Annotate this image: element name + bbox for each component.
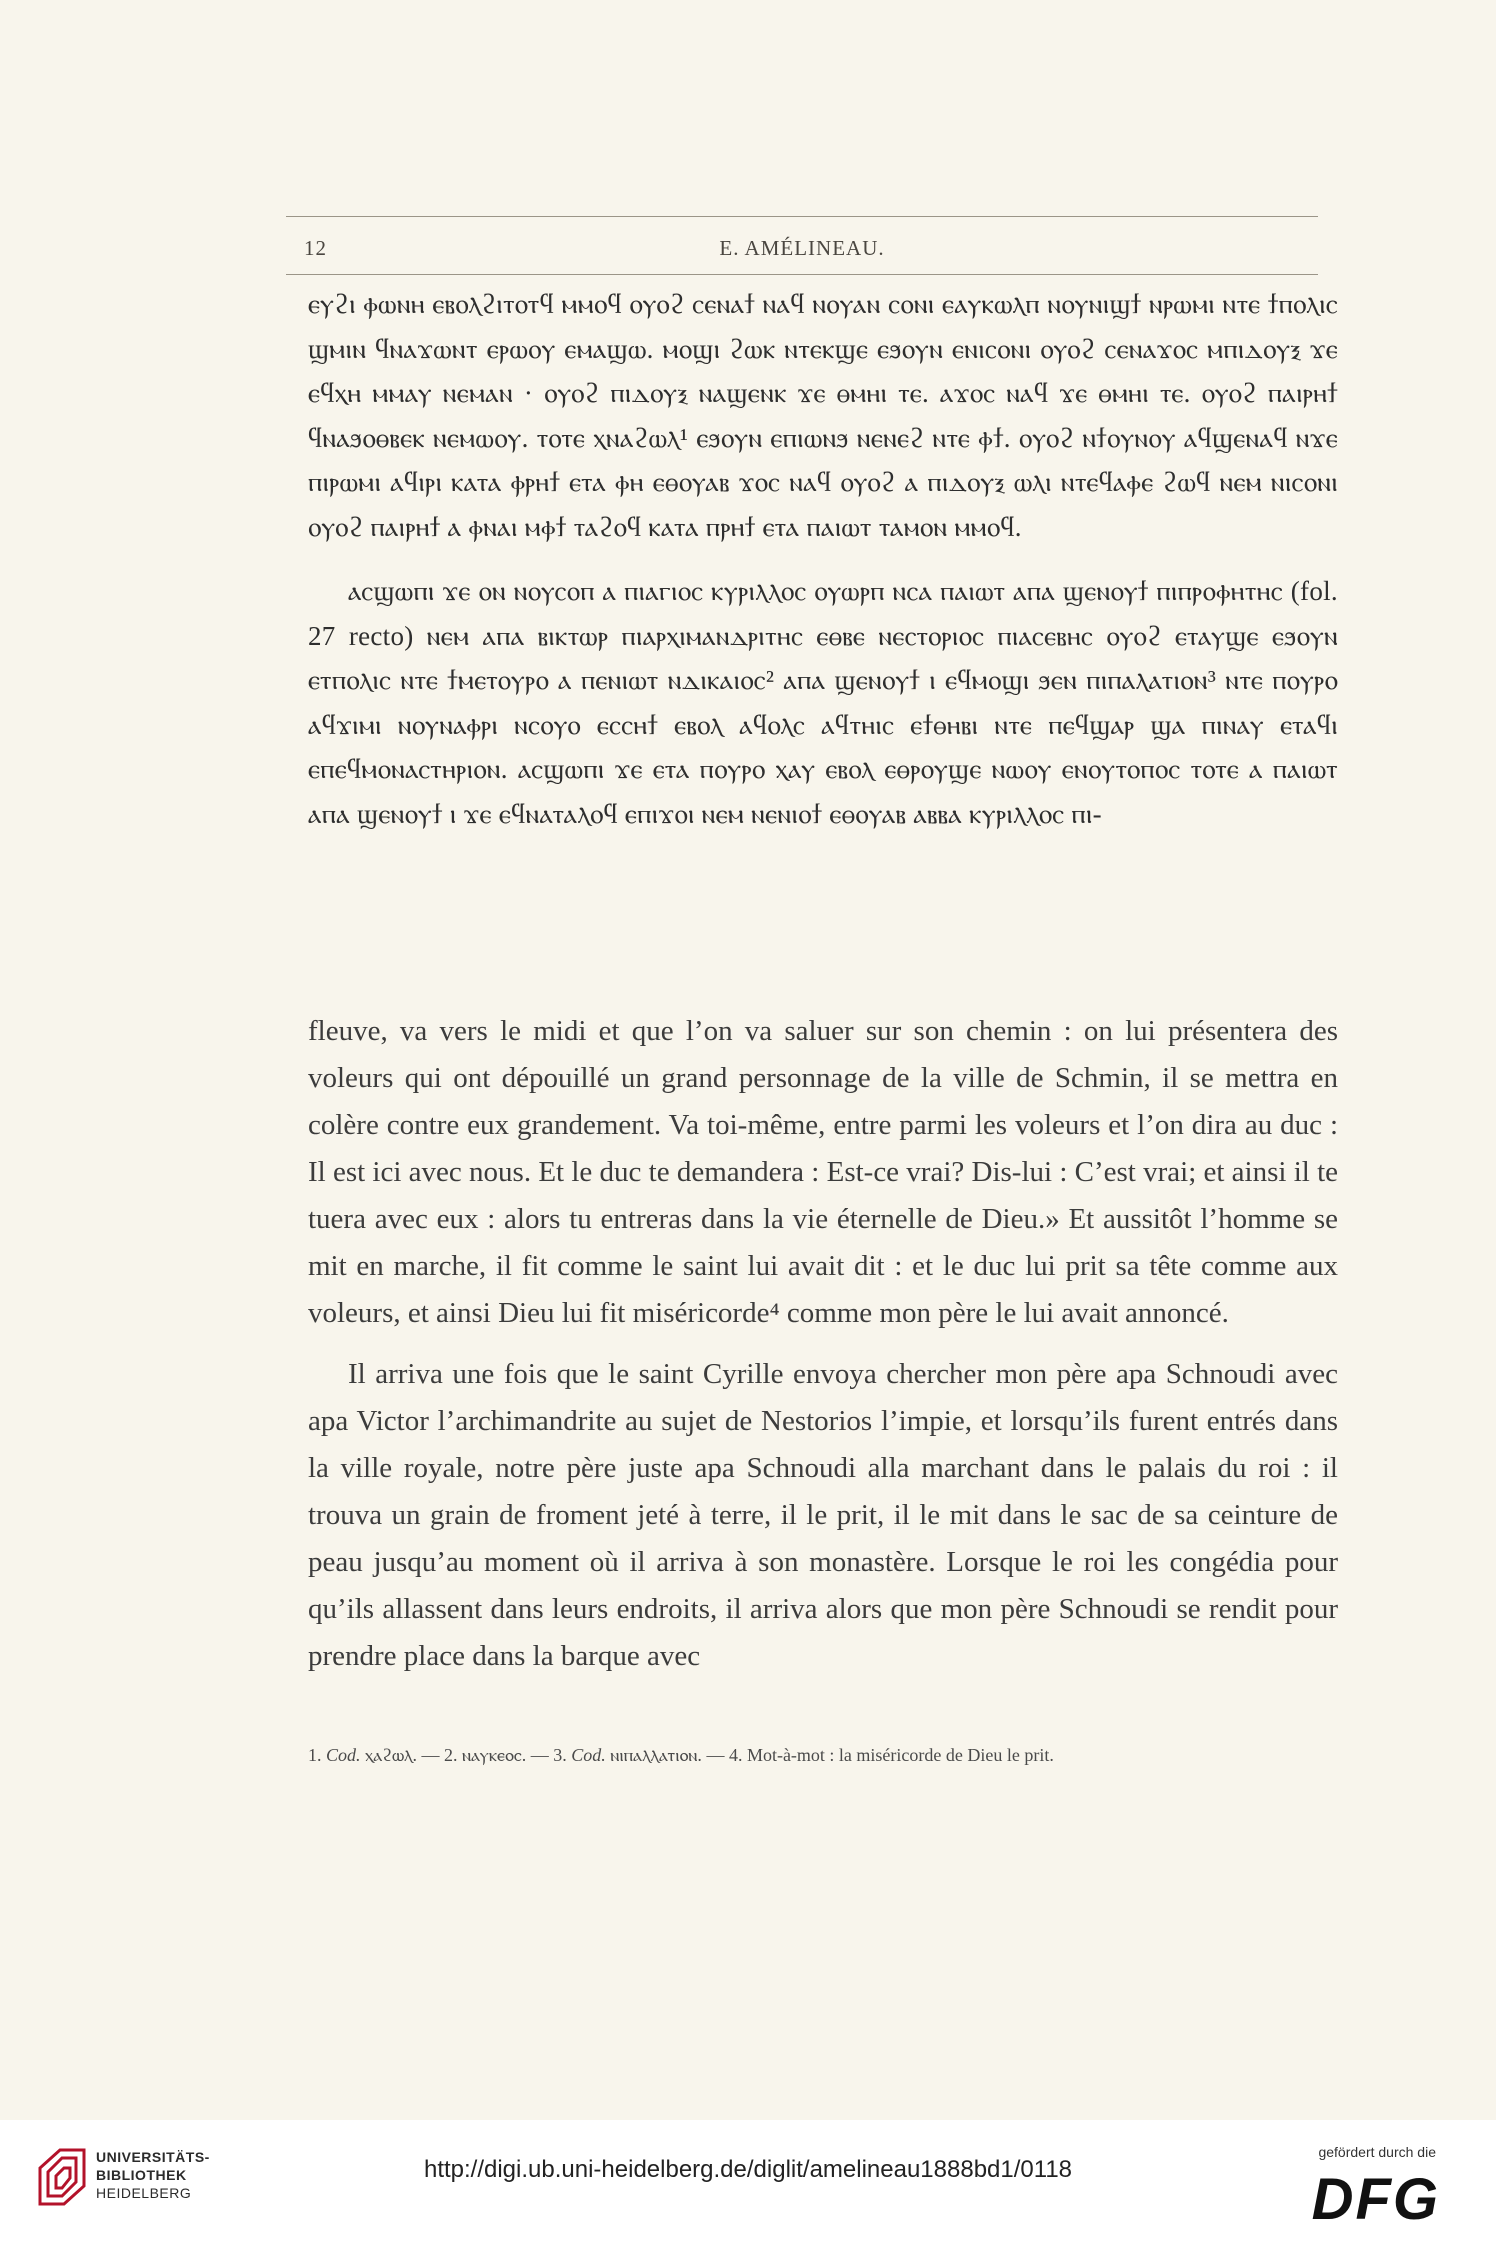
footnote-text: ⲛⲁⲩⲕⲉⲟⲥ.	[462, 1745, 527, 1765]
permalink-url[interactable]: http://digi.ub.uni-heidelberg.de/diglit/amelineau1888bd1/0118	[423, 2156, 1073, 2183]
header-rule-bottom	[286, 274, 1318, 275]
header-rule-top	[286, 216, 1318, 217]
library-name-line: BIBLIOTHEK	[96, 2167, 187, 2183]
footnote-number: 4.	[728, 1745, 743, 1765]
footnote-separator: —	[421, 1745, 440, 1765]
french-translation-block	[308, 1008, 1338, 1680]
footnote-cod: Cod.	[571, 1745, 606, 1765]
library-name-line: HEIDELBERG	[96, 2185, 192, 2201]
running-header	[286, 232, 1318, 272]
footnote-separator: —	[706, 1745, 725, 1765]
footnote-text: Mot-à-mot : la miséricorde de Dieu le prit.	[746, 1745, 1054, 1765]
footnote-cod: Cod.	[326, 1745, 361, 1765]
footnote-text: ⲛⲓⲡⲁⲗⲗⲁⲧⲓⲟⲛ.	[610, 1745, 702, 1765]
running-title: E. AMÉLINEAU.	[719, 236, 885, 260]
coptic-paragraph: ⲁⲥϣⲱⲡⲓ ϫⲉ ⲟⲛ ⲛⲟⲩⲥⲟⲡ ⲁ ⲡⲓⲁⲅⲓⲟⲥ ⲕⲩⲣⲓⲗⲗⲟⲥ ⲟⲩⲱⲣⲡ ⲛⲥⲁ ⲡⲁⲓⲱⲧ ⲁⲡⲁ ϣⲉⲛⲟⲩϯ ⲡⲓⲡⲣⲟⲫⲏⲧⲏⲥ (fol. 27 recto) ⲛⲉⲙ ⲁⲡⲁ ⲃⲓⲕⲧⲱⲣ ⲡⲓⲁⲣⲭⲓⲙⲁⲛⲇⲣⲓⲧⲏⲥ ⲉⲑⲃⲉ ⲛⲉⲥⲧⲟⲣⲓⲟⲥ ⲡⲓⲁⲥⲉⲃⲏⲥ ⲟⲩⲟϩ ⲉⲧⲁⲩϣⲉ ⲉϧⲟⲩⲛ ⲉⲧⲡⲟⲗⲓⲥ ⲛⲧⲉ ϯⲙⲉⲧⲟⲩⲣⲟ ⲁ ⲡⲉⲛⲓⲱⲧ ⲛⲇⲓⲕⲁⲓⲟⲥ² ⲁⲡⲁ ϣⲉⲛⲟⲩϯ ⲓ ⲉϥⲙⲟϣⲓ ϧⲉⲛ ⲡⲓⲡⲁⲗⲁⲧⲓⲟⲛ³ ⲛⲧⲉ ⲡⲟⲩⲣⲟ ⲁϥϫⲓⲙⲓ ⲛⲟⲩⲛⲁⲫⲣⲓ ⲛⲥⲟⲩⲟ ⲉⲥⲥⲏϯ ⲉⲃⲟⲗ ⲁϥⲟⲗⲥ ⲁϥⲧⲏⲓⲥ ⲉϯⲑⲏⲃⲓ ⲛⲧⲉ ⲡⲉϥϣⲁⲣ ϣⲁ ⲡⲓⲛⲁⲩ ⲉⲧⲁϥⲓ ⲉⲡⲉϥⲙⲟⲛⲁⲥⲧⲏⲣⲓⲟⲛ. ⲁⲥϣⲱⲡⲓ ϫⲉ ⲉⲧⲁ ⲡⲟⲩⲣⲟ ⲭⲁⲩ ⲉⲃⲟⲗ ⲉⲑⲣⲟⲩϣⲉ ⲛⲱⲟⲩ ⲉⲛⲟⲩⲧⲟⲡⲟⲥ ⲧⲟⲧⲉ ⲁ ⲡⲁⲓⲱⲧ ⲁⲡⲁ ϣⲉⲛⲟⲩϯ ⲓ ϫⲉ ⲉϥⲛⲁⲧⲁⲗⲟϥ ⲉⲡⲓϫⲟⲓ ⲛⲉⲙ ⲛⲉⲛⲓⲟϯ ⲉⲑⲟⲩⲁⲃ ⲁⲃⲃⲁ ⲕⲩⲣⲓⲗⲗⲟⲥ ⲡⲓ-	[308, 576, 1338, 829]
footnote-text: ⲭⲁϩⲱⲗ.	[365, 1745, 417, 1765]
footnote-separator: —	[530, 1745, 549, 1765]
french-paragraph: fleuve, va vers le midi et que l’on va saluer sur son chemin : on lui présentera des voleurs qui ont dépouillé un grand personnage de la ville de Schmin, il se mettra en colère contre eux grandement. Va toi-même, entre parmi les voleurs et l’on dira au duc : Il est ici avec nous. Et le duc te demandera : Est-ce vrai? Dis-lui : C’est vrai; et ainsi il te tuera avec eux : alors tu entreras dans la vie éternelle de Dieu.» Et aussitôt l’homme se mit en marche, il fit comme le saint lui avait dit : et le duc lui prit sa tête comme aux voleurs, et ainsi Dieu lui fit miséricorde⁴ comme mon père le lui avait annoncé.	[308, 1015, 1338, 1329]
footnote-number: 3.	[553, 1745, 567, 1765]
digitization-footer	[0, 2120, 1496, 2246]
dfg-logo: DFG	[1311, 2167, 1440, 2232]
page-number: 12	[304, 236, 327, 260]
footnote-number: 1.	[308, 1745, 322, 1765]
coptic-paragraph: ⲉⲩϩⲓ ⲫⲱⲛⲏ ⲉⲃⲟⲗϩⲓⲧⲟⲧϥ ⲙⲙⲟϥ ⲟⲩⲟϩ ⲥⲉⲛⲁϯ ⲛⲁϥ ⲛⲟⲩⲁⲛ ⲥⲟⲛⲓ ⲉⲁⲩⲕⲱⲗⲡ ⲛⲟⲩⲛⲓϣϯ ⲛⲣⲱⲙⲓ ⲛⲧⲉ ϯⲡⲟⲗⲓⲥ ϣⲙⲓⲛ ϥⲛⲁϫⲱⲛⲧ ⲉⲣⲱⲟⲩ ⲉⲙⲁϣⲱ. ⲙⲟϣⲓ ϩⲱⲕ ⲛⲧⲉⲕϣⲉ ⲉϧⲟⲩⲛ ⲉⲛⲓⲥⲟⲛⲓ ⲟⲩⲟϩ ⲥⲉⲛⲁϫⲟⲥ ⲙⲡⲓⲇⲟⲩⲝ ϫⲉ ⲉϥⲭⲏ ⲙⲙⲁⲩ ⲛⲉⲙⲁⲛ · ⲟⲩⲟϩ ⲡⲓⲇⲟⲩⲝ ⲛⲁϣⲉⲛⲕ ϫⲉ ⲑⲙⲏⲓ ⲧⲉ. ⲁϫⲟⲥ ⲛⲁϥ ϫⲉ ⲑⲙⲏⲓ ⲧⲉ. ⲟⲩⲟϩ ⲡⲁⲓⲣⲏϯ ϥⲛⲁϧⲟⲑⲃⲉⲕ ⲛⲉⲙⲱⲟⲩ. ⲧⲟⲧⲉ ⲭⲛⲁϩⲱⲗ¹ ⲉϧⲟⲩⲛ ⲉⲡⲓⲱⲛϧ ⲛⲉⲛⲉϩ ⲛⲧⲉ ⲫϯ. ⲟⲩⲟϩ ⲛϯⲟⲩⲛⲟⲩ ⲁϥϣⲉⲛⲁϥ ⲛϫⲉ ⲡⲓⲣⲱⲙⲓ ⲁϥⲓⲣⲓ ⲕⲁⲧⲁ ⲫⲣⲏϯ ⲉⲧⲁ ⲫⲏ ⲉⲑⲟⲩⲁⲃ ϫⲟⲥ ⲛⲁϥ ⲟⲩⲟϩ ⲁ ⲡⲓⲇⲟⲩⲝ ⲱⲗⲓ ⲛⲧⲉϥⲁⲫⲉ ϩⲱϥ ⲛⲉⲙ ⲛⲓⲥⲟⲛⲓ ⲟⲩⲟϩ ⲡⲁⲓⲣⲏϯ ⲁ ⲫⲛⲁⲓ ⲙⲫϯ ⲧⲁϩⲟϥ ⲕⲁⲧⲁ ⲡⲣⲏϯ ⲉⲧⲁ ⲡⲁⲓⲱⲧ ⲧⲁⲙⲟⲛ ⲙⲙⲟϥ.	[308, 289, 1338, 542]
footnotes	[308, 1740, 1338, 1770]
library-name-line: UNIVERSITÄTS-	[96, 2149, 210, 2165]
footnote-number: 2.	[444, 1745, 458, 1765]
funding-note: gefördert durch die	[1318, 2144, 1436, 2160]
coptic-text-block	[308, 282, 1338, 836]
french-paragraph: Il arriva une fois que le saint Cyrille envoya chercher mon père apa Schnoudi avec apa Victor l’archimandrite au sujet de Nestorios l’impie, et lorsqu’ils furent entrés dans la ville royale, notre père juste apa Schnoudi alla marchant dans le palais du roi : il trouva un grain de froment jeté à terre, il le prit, il le mit dans le sac de sa ceinture de peau jusqu’au moment où il arriva à son monastère. Lorsque le roi les congédia pour qu’ils allassent dans leurs endroits, il arriva alors que mon père Schnoudi se rendit pour prendre place dans la barque avec	[308, 1358, 1338, 1672]
